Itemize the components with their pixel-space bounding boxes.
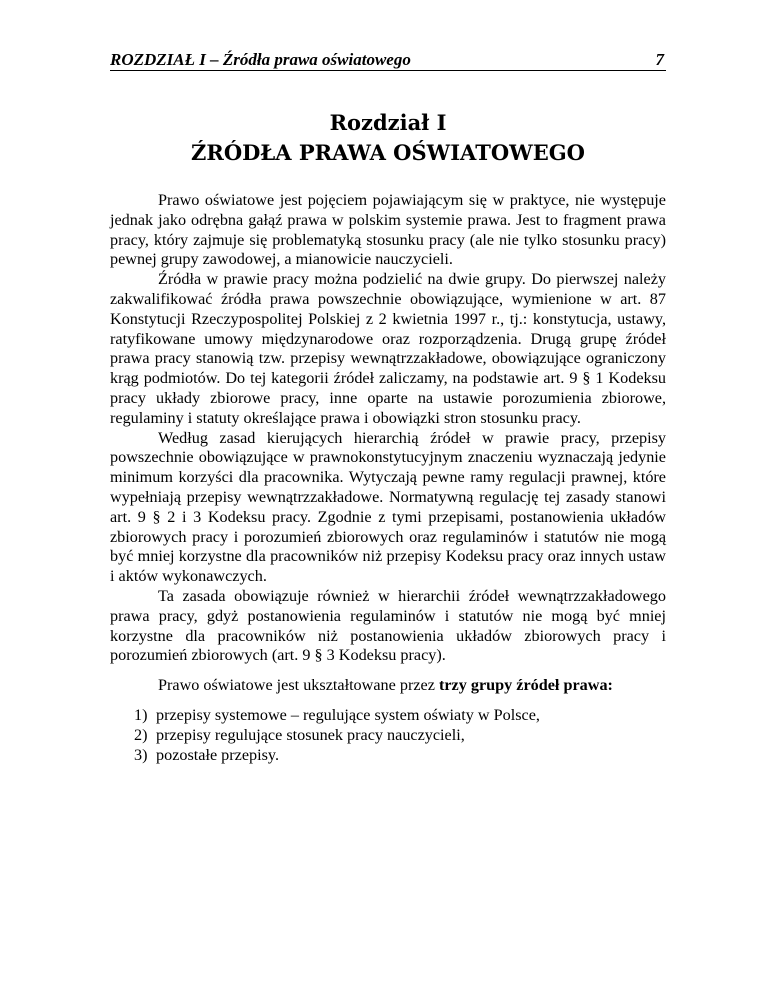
paragraph: Według zasad kierujących hierarchią źródeł w prawie pracy, przepisy powszechnie obowiązujące w prawnokonstytucyjnym znaczeniu wyznaczają jedynie minimum korzyści dla pracownika. Wytyczają pewne ramy regulacji prawnej, które wypełniają przepisy wewnątrzzakładowe. Normatywną regulację tej zasady stanowi art. 9 § 2 i 3 Kodeksu pracy. Zgodnie z tymi przepisami, postanowienia układów zbiorowych pracy i porozumień zbiorowych oraz regulaminów i statutów nie mogą być mniej korzystne dla pracowników niż przepisy Kodeksu pracy oraz innych ustaw i aktów wykonawczych.	[110, 428, 666, 586]
list-item	[110, 706, 666, 726]
page-number: 7	[655, 50, 664, 69]
list-item	[110, 726, 666, 746]
list-item-text: przepisy systemowe – regulujące system oświaty w Polsce,	[156, 705, 540, 724]
groups-intro-bold: trzy grupy źródeł prawa:	[438, 676, 613, 695]
paragraph: Prawo oświatowe jest pojęciem pojawiającym się w praktyce, nie występuje jednak jako odrębna gałąź prawa w polskim systemie prawa. Jest to fragment prawa pracy, który zajmuje się problematyką stosunku pracy (ale nie tylko stosunku pracy) pewnej grupy zawodowej, a mianowicie nauczycieli.	[110, 191, 666, 269]
running-header	[110, 40, 666, 71]
body-text	[110, 191, 666, 765]
running-header-title: ROZDZIAŁ I – Źródła prawa oświatowego	[110, 50, 411, 69]
list-item-number: 1)	[134, 705, 148, 724]
chapter-label: Rozdział I	[329, 110, 447, 135]
list-item-text: przepisy regulujące stosunek pracy nauczycieli,	[156, 725, 465, 744]
list-item	[110, 746, 666, 766]
paragraph: Ta zasada obowiązuje również w hierarchii źródeł wewnątrzzakładowego prawa pracy, gdyż postanowienia regulaminów i statutów nie mogą być mniej korzystne dla pracowników niż postanowienia układów zbiorowych pracy i porozumień zbiorowych (art. 9 § 3 Kodeksu pracy).	[110, 586, 666, 665]
sources-list	[110, 706, 666, 765]
paragraph: Źródła w prawie pracy można podzielić na dwie grupy. Do pierwszej należy zakwalifikować źródła prawa powszechnie obowiązujące, wymienione w art. 87 Konstytucji Rzeczypospolitej Polskiej z 2 kwietnia 1997 r., tj.: konstytucja, ustawy, ratyfikowane umowy międzynarodowe oraz rozporządzenia. Drugą grupę źródeł prawa pracy stanowią tzw. przepisy wewnątrzzakładowe, obowiązujące ograniczony krąg podmiotów. Do tej kategorii źródeł zaliczamy, na podstawie art. 9 § 1 Kodeksu pracy układy zbiorowe pracy, inne oparte na ustawie porozumienia zbiorowe, regulaminy i statuty określające prawa i obowiązki stron stosunku pracy.	[110, 270, 666, 427]
list-item-text: pozostałe przepisy.	[156, 745, 280, 764]
chapter-title: ŹRÓDŁA PRAWA OŚWIATOWEGO	[191, 140, 585, 165]
groups-intro-paragraph	[110, 676, 666, 696]
list-item-number: 2)	[134, 725, 148, 744]
list-item-number: 3)	[134, 745, 148, 764]
groups-intro-text: Prawo oświatowe jest ukształtowane przez	[158, 676, 439, 695]
chapter-heading	[110, 108, 666, 168]
